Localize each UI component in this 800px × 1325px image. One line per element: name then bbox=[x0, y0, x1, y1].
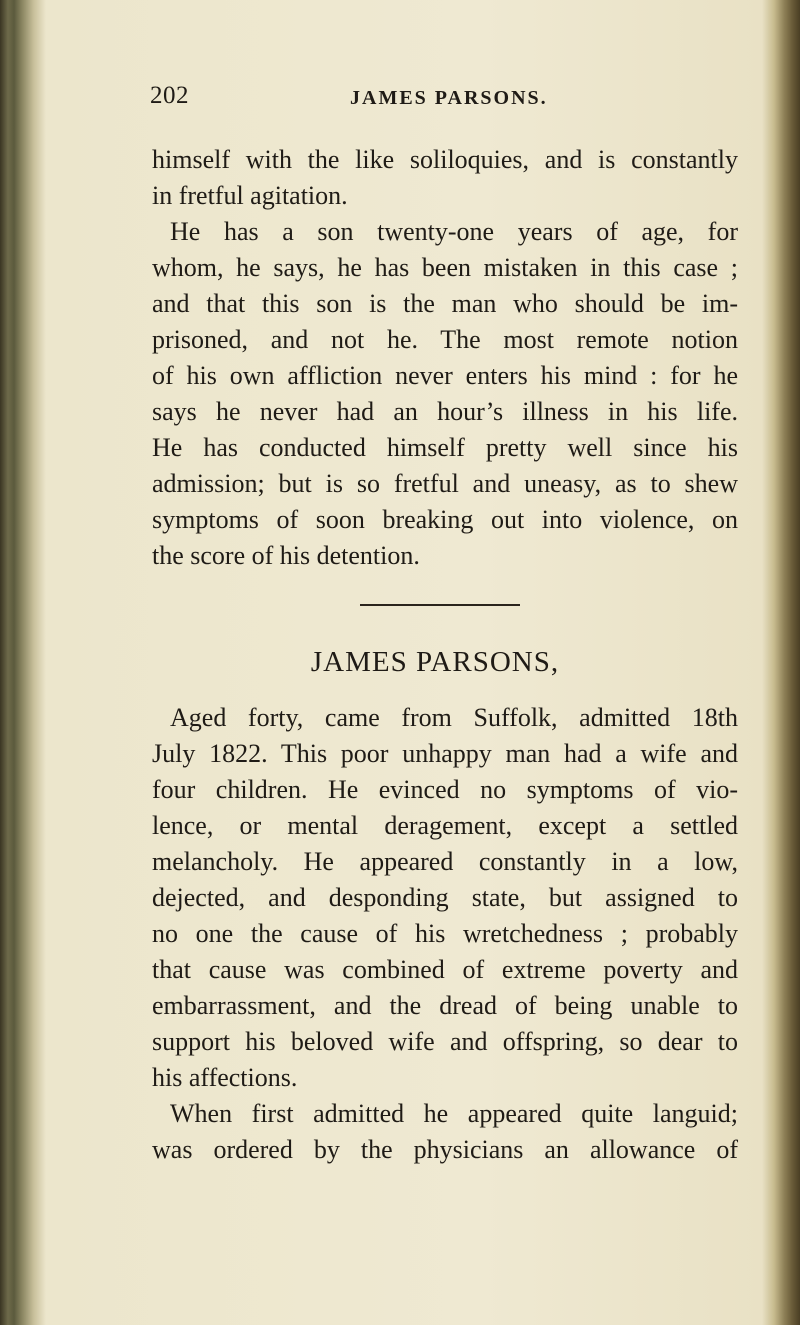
text-line: was ordered by the physicians an allowance of bbox=[152, 1135, 738, 1164]
section-divider bbox=[360, 604, 520, 606]
text-line: prisoned, and not he. The most remote notion bbox=[152, 325, 738, 354]
page-number: 202 bbox=[150, 82, 189, 109]
text-line: that cause was combined of extreme poverty and bbox=[152, 955, 738, 984]
text-line: embarrassment, and the dread of being unable to bbox=[152, 991, 738, 1020]
text-line: lence, or mental deragement, except a settled bbox=[152, 811, 738, 840]
text-line: and that this son is the man who should be im- bbox=[152, 289, 738, 318]
text-line: dejected, and desponding state, but assigned to bbox=[152, 883, 738, 912]
running-head: JAMES PARSONS. bbox=[350, 87, 548, 109]
text-line: He has a son twenty-one years of age, for bbox=[170, 217, 738, 246]
text-line: his affections. bbox=[152, 1063, 298, 1092]
text-line: four children. He evinced no symptoms of vio- bbox=[152, 775, 738, 804]
page-header bbox=[0, 82, 800, 118]
text-line: the score of his detention. bbox=[152, 541, 420, 570]
section-1-text bbox=[152, 142, 738, 574]
section-title: JAMES PARSONS, bbox=[310, 646, 560, 678]
text-line: July 1822. This poor unhappy man had a wife and bbox=[152, 739, 738, 768]
text-line: himself with the like soliloquies, and is constantly bbox=[152, 145, 738, 174]
text-line: melancholy. He appeared constantly in a low, bbox=[152, 847, 738, 876]
text-line: When first admitted he appeared quite languid; bbox=[170, 1099, 738, 1128]
text-line: Aged forty, came from Suffolk, admitted 18th bbox=[170, 703, 738, 732]
text-line: admission; but is so fretful and uneasy, as to shew bbox=[152, 469, 738, 498]
text-line: says he never had an hour’s illness in his life. bbox=[152, 397, 738, 426]
text-line: of his own affliction never enters his mind : for he bbox=[152, 361, 738, 390]
text-line: in fretful agitation. bbox=[152, 181, 348, 210]
section-2-text bbox=[152, 700, 738, 1168]
text-line: He has conducted himself pretty well since his bbox=[152, 433, 738, 462]
text-line: symptoms of soon breaking out into violence, on bbox=[152, 505, 738, 534]
text-line: no one the cause of his wretchedness ; probably bbox=[152, 919, 738, 948]
text-line: whom, he says, he has been mistaken in this case ; bbox=[152, 253, 738, 282]
text-line: support his beloved wife and offspring, so dear to bbox=[152, 1027, 738, 1056]
